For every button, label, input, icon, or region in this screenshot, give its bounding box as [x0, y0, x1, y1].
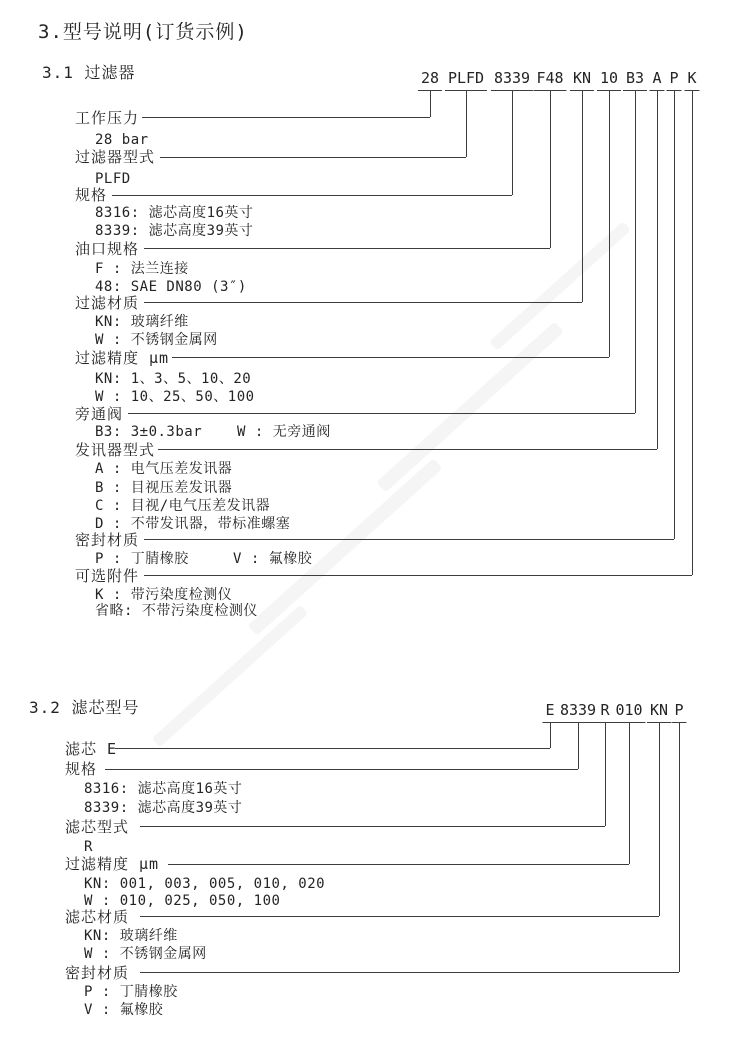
- leader-line-horizontal: [160, 157, 466, 158]
- field-option: W : 不锈钢金属网: [95, 332, 218, 348]
- field-label-element: 滤芯 E: [65, 740, 118, 758]
- field-option: 8339: 滤芯高度39英寸: [84, 800, 243, 816]
- leader-line-vertical: [550, 722, 551, 748]
- model-code-segment-port: F48: [533, 71, 566, 91]
- field-label-size: 规格: [75, 186, 108, 204]
- leader-line-horizontal: [140, 916, 659, 917]
- element-code-segment-type: R: [597, 703, 612, 723]
- section-1-heading: 3.1 过滤器: [42, 63, 136, 82]
- field-option: A : 电气压差发讯器: [95, 461, 233, 477]
- leader-line-vertical: [674, 90, 675, 539]
- watermark-stroke: [376, 322, 564, 493]
- field-option: B3: 3±0.3bar: [95, 424, 203, 440]
- field-option: K : 带污染度检测仪: [95, 587, 233, 603]
- model-code-segment-micron: 10: [597, 71, 621, 91]
- model-code-segment-type: PLFD: [445, 71, 487, 91]
- leader-line-vertical: [466, 90, 467, 157]
- field-option: W : 不锈钢金属网: [84, 946, 207, 962]
- leader-line-horizontal: [144, 248, 550, 249]
- leader-line-horizontal: [115, 748, 550, 749]
- leader-line-horizontal: [128, 413, 635, 414]
- field-option: 48: SAE DN80 (3″): [95, 279, 247, 295]
- field-label-filter-media: 过滤材质: [75, 294, 140, 312]
- leader-line-vertical: [629, 722, 630, 864]
- leader-line-horizontal: [144, 539, 674, 540]
- field-label-filter-type: 过滤器型式: [75, 148, 156, 166]
- field-option: KN: 001, 003, 005, 010, 020: [84, 876, 326, 892]
- field-option: W : 10、25、50、100: [95, 389, 255, 405]
- leader-line-vertical: [582, 90, 583, 302]
- leader-line-vertical: [659, 722, 660, 916]
- field-option: W : 无旁通阀: [237, 424, 331, 440]
- model-code-segment-indicator: A: [649, 71, 664, 91]
- leader-line-horizontal: [144, 302, 582, 303]
- field-label-indicator-type: 发讯器型式: [75, 441, 156, 459]
- leader-line-vertical: [605, 722, 606, 826]
- element-code-segment-size: 8339: [557, 703, 599, 723]
- field-label-seal-material: 密封材质: [65, 964, 130, 982]
- model-code-segment-pressure: 28: [418, 71, 442, 91]
- model-code-segment-size: 8339: [491, 71, 533, 91]
- field-option: R: [84, 839, 93, 855]
- leader-line-horizontal: [140, 826, 605, 827]
- field-option: 省略: 不带污染度检测仪: [95, 603, 258, 619]
- field-option: 8316: 滤芯高度16英寸: [95, 205, 254, 221]
- leader-line-vertical: [679, 722, 680, 972]
- field-option: P : 丁腈橡胶: [95, 551, 189, 567]
- leader-line-horizontal: [168, 864, 629, 865]
- field-label-filtration-rating: 过滤精度 μm: [75, 349, 170, 367]
- field-label-bypass-valve: 旁通阀: [75, 405, 124, 423]
- leader-line-vertical: [657, 90, 658, 449]
- field-label-element-type: 滤芯型式: [65, 818, 130, 836]
- field-option: KN: 1、3、5、10、20: [95, 371, 252, 387]
- field-option: V : 氟橡胶: [233, 551, 313, 567]
- field-option: 28 bar: [95, 132, 149, 148]
- field-option: PLFD: [95, 171, 131, 187]
- model-code-segment-media: KN: [570, 71, 594, 91]
- field-option: KN: 玻璃纤维: [84, 928, 178, 944]
- field-option: F : 法兰连接: [95, 261, 189, 277]
- field-label-filtration-rating: 过滤精度 μm: [65, 855, 160, 873]
- field-option: W : 010, 025, 050, 100: [84, 893, 281, 909]
- leader-line-horizontal: [172, 357, 609, 358]
- leader-line-horizontal: [112, 195, 512, 196]
- leader-line-vertical: [635, 90, 636, 413]
- leader-line-vertical: [609, 90, 610, 357]
- field-option: D : 不带发讯器，带标准螺塞: [95, 516, 291, 532]
- element-code-segment-element: E: [542, 703, 557, 723]
- leader-line-vertical: [512, 90, 513, 195]
- element-code-segment-seal: P: [671, 703, 686, 723]
- model-code-segment-accessory: K: [684, 71, 699, 91]
- page-title: 3.型号说明(订货示例): [38, 21, 248, 43]
- field-label-size: 规格: [65, 760, 98, 778]
- field-label-port-spec: 油口规格: [75, 240, 140, 258]
- watermark-stroke: [247, 458, 442, 636]
- field-option: P : 丁腈橡胶: [84, 984, 178, 1000]
- element-code-segment-micron: 010: [612, 703, 645, 723]
- field-option: KN: 玻璃纤维: [95, 314, 189, 330]
- leader-line-horizontal: [144, 575, 692, 576]
- element-code-segment-media: KN: [647, 703, 671, 723]
- field-option: V : 氟橡胶: [84, 1002, 164, 1018]
- leader-line-vertical: [692, 90, 693, 575]
- field-label-working-pressure: 工作压力: [75, 109, 140, 127]
- field-option: 8339: 滤芯高度39英寸: [95, 223, 254, 239]
- section-2-heading: 3.2 滤芯型号: [29, 698, 140, 717]
- field-option: C : 目视/电气压差发讯器: [95, 498, 271, 514]
- leader-line-horizontal: [105, 769, 578, 770]
- watermark-stroke: [152, 605, 309, 748]
- field-label-element-media: 滤芯材质: [65, 908, 130, 926]
- leader-line-vertical: [578, 722, 579, 769]
- model-code-segment-bypass: B3: [623, 71, 647, 91]
- leader-line-vertical: [550, 90, 551, 248]
- field-option: 8316: 滤芯高度16英寸: [84, 781, 243, 797]
- leader-line-horizontal: [158, 449, 657, 450]
- field-option: B : 目视压差发讯器: [95, 480, 233, 496]
- model-code-segment-seal: P: [666, 71, 681, 91]
- leader-line-horizontal: [140, 972, 679, 973]
- leader-line-horizontal: [142, 117, 430, 118]
- field-label-optional-accessory: 可选附件: [75, 567, 140, 585]
- leader-line-vertical: [430, 90, 431, 117]
- field-label-seal-material: 密封材质: [75, 531, 140, 549]
